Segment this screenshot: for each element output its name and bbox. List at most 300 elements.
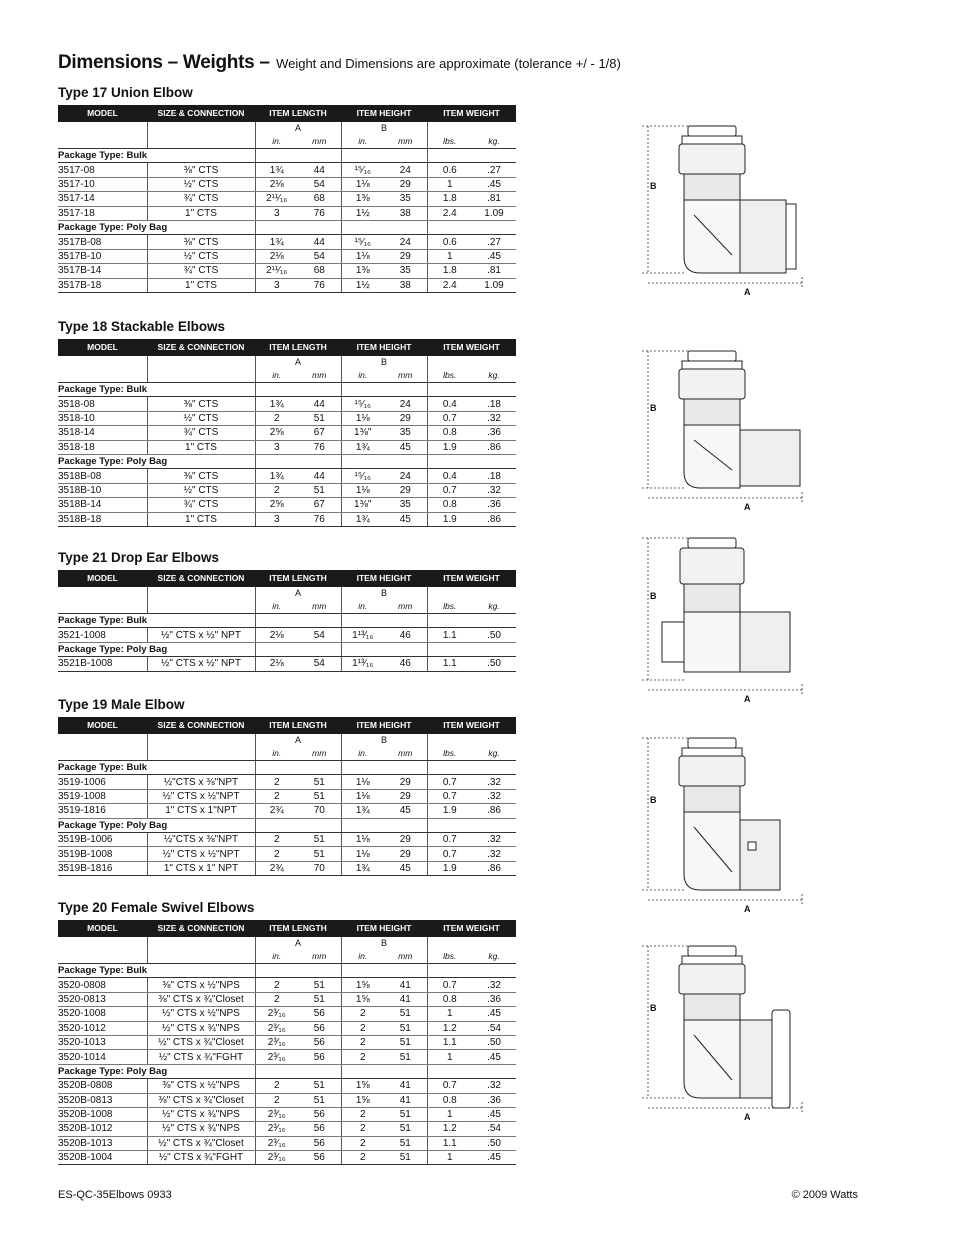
model-cell: 3517-10 [58, 177, 147, 191]
package-type-label: Package Type: Poly Bag [58, 220, 255, 234]
length-mm-cell: 44 [298, 397, 341, 411]
model-cell: 3520B-0808 [58, 1079, 147, 1093]
spec-section [58, 697, 516, 876]
section-title: Type 20 Female Swivel Elbows [58, 900, 255, 915]
weight-kg-cell: 1.09 [472, 278, 516, 292]
model-cell: 3519B-1006 [58, 832, 147, 846]
height-in-cell: 2 [341, 1107, 384, 1121]
length-mm-cell: 51 [298, 1079, 341, 1093]
model-cell: 3520B-0813 [58, 1093, 147, 1107]
weight-kg-cell: .27 [472, 235, 516, 249]
unit-label: kg. [472, 600, 516, 614]
height-in-cell: 2 [341, 1151, 384, 1165]
model-cell: 3520B-1008 [58, 1107, 147, 1121]
height-in-cell: 1⅛ [341, 177, 384, 191]
length-mm-cell: 56 [298, 1122, 341, 1136]
table-row [58, 992, 516, 1006]
weight-kg-cell: .32 [472, 789, 516, 803]
length-in-cell: 3 [255, 278, 298, 292]
table-row [58, 1093, 516, 1107]
weight-lbs-cell: 0.7 [427, 978, 472, 992]
length-in-cell: 2 [255, 1079, 298, 1093]
unit-label: in. [255, 135, 298, 149]
table-row [58, 1136, 516, 1150]
height-mm-cell: 41 [384, 1093, 427, 1107]
weight-lbs-cell: 1 [427, 1107, 472, 1121]
spec-table [58, 717, 516, 876]
weight-kg-cell: .36 [472, 426, 516, 440]
height-mm-cell: 35 [384, 192, 427, 206]
height-mm-cell: 29 [384, 847, 427, 861]
table-row [58, 426, 516, 440]
height-mm-cell: 29 [384, 775, 427, 789]
size-cell: ½" CTS x ½"NPS [147, 1007, 255, 1021]
size-cell: ½" CTS [147, 177, 255, 191]
length-in-cell: 1¾ [255, 163, 298, 177]
spec-table [58, 105, 516, 293]
length-mm-cell: 76 [298, 278, 341, 292]
height-mm-cell: 29 [384, 177, 427, 191]
height-in-cell: 1⅝ [341, 992, 384, 1006]
table-row [58, 411, 516, 425]
weight-kg-cell: .54 [472, 1021, 516, 1035]
weight-lbs-cell: 2.4 [427, 206, 472, 220]
model-cell: 3520B-1013 [58, 1136, 147, 1150]
unit-label: kg. [472, 950, 516, 964]
weight-lbs-cell: 1 [427, 1050, 472, 1064]
unit-label: in. [341, 600, 384, 614]
weight-lbs-cell: 0.8 [427, 498, 472, 512]
length-in-cell: 2 [255, 847, 298, 861]
size-cell: ⅜" CTS [147, 469, 255, 483]
table-row [58, 177, 516, 191]
page-header [58, 52, 621, 74]
table-row [58, 1050, 516, 1064]
table-row [58, 163, 516, 177]
unit-label: kg. [472, 135, 516, 149]
size-cell: ½" CTS x ¾"FGHT [147, 1151, 255, 1165]
size-cell: ½" CTS x ¾"NPS [147, 1122, 255, 1136]
weight-header: ITEM WEIGHT [427, 105, 516, 122]
table-row [58, 789, 516, 803]
height-mm-cell: 41 [384, 978, 427, 992]
weight-kg-cell: .27 [472, 163, 516, 177]
length-mm-cell: 56 [298, 1035, 341, 1049]
unit-label: lbs. [427, 135, 472, 149]
length-in-cell: 2 [255, 978, 298, 992]
weight-kg-cell: .32 [472, 411, 516, 425]
height-mm-cell: 35 [384, 498, 427, 512]
size-cell: ⅜" CTS x ½"NPS [147, 1079, 255, 1093]
model-cell: 3520-0808 [58, 978, 147, 992]
fitting-outline [632, 120, 812, 295]
fitting-outline [632, 532, 812, 702]
height-in-cell: 1⅜" [341, 498, 384, 512]
table-row [58, 847, 516, 861]
height-mm-cell: 24 [384, 469, 427, 483]
unit-label: in. [341, 135, 384, 149]
model-cell: 3520-1008 [58, 1007, 147, 1021]
length-in-cell: 2¹¹⁄₁₆ [255, 264, 298, 278]
height-mm-cell: 41 [384, 1079, 427, 1093]
weight-lbs-cell: 0.8 [427, 992, 472, 1006]
table-row [58, 1122, 516, 1136]
height-mm-cell: 35 [384, 426, 427, 440]
package-type-label: Package Type: Bulk [58, 614, 255, 628]
model-cell: 3519B-1816 [58, 861, 147, 875]
weight-kg-cell: .86 [472, 804, 516, 818]
dimension-label-b: B [650, 403, 657, 413]
dimension-label-a: A [744, 904, 751, 914]
package-type-label: Package Type: Bulk [58, 149, 255, 163]
height-mm-cell: 29 [384, 411, 427, 425]
package-type-label: Package Type: Poly Bag [58, 1064, 255, 1078]
weight-kg-cell: .45 [472, 177, 516, 191]
model-cell: 3521B-1008 [58, 657, 147, 671]
height-header: ITEM HEIGHT [341, 570, 427, 587]
fitting-outline [632, 732, 812, 912]
dimension-label-b: B [650, 591, 657, 601]
model-cell: 3518B-14 [58, 498, 147, 512]
table-row [58, 512, 516, 526]
model-header: MODEL [58, 717, 147, 734]
size-cell: ½"CTS x ⅜"NPT [147, 775, 255, 789]
weight-kg-cell: .36 [472, 1093, 516, 1107]
drop-ear-elbow-drawing [632, 532, 812, 702]
weight-lbs-cell: 0.4 [427, 397, 472, 411]
size-header: SIZE & CONNECTION [147, 717, 255, 734]
unit-label: mm [298, 950, 341, 964]
table-row [58, 1107, 516, 1121]
unit-label: mm [298, 369, 341, 383]
model-header: MODEL [58, 570, 147, 587]
dimension-label-a: A [744, 287, 751, 297]
spec-table [58, 570, 516, 672]
size-cell: ⅜" CTS x ¾"Closet [147, 992, 255, 1006]
weight-lbs-cell: 1.9 [427, 440, 472, 454]
unit-label: kg. [472, 747, 516, 761]
table-row [58, 1079, 516, 1093]
size-cell: ⅜" CTS [147, 397, 255, 411]
weight-kg-cell: .45 [472, 249, 516, 263]
size-cell: ½" CTS x ½" NPT [147, 657, 255, 671]
weight-kg-cell: .32 [472, 775, 516, 789]
length-mm-cell: 51 [298, 978, 341, 992]
model-cell: 3518-14 [58, 426, 147, 440]
size-cell: ½" CTS x ¾"NPS [147, 1107, 255, 1121]
package-type-label: Package Type: Bulk [58, 761, 255, 775]
length-header: ITEM LENGTH [255, 717, 341, 734]
weight-kg-cell: .81 [472, 192, 516, 206]
weight-lbs-cell: 0.8 [427, 426, 472, 440]
weight-kg-cell: .18 [472, 469, 516, 483]
height-mm-cell: 46 [384, 657, 427, 671]
height-in-cell: 2 [341, 1122, 384, 1136]
unit-label: in. [341, 747, 384, 761]
weight-lbs-cell: 1.1 [427, 1035, 472, 1049]
dim-letter-b: B [341, 734, 427, 747]
length-in-cell: 2³⁄₁₆ [255, 1107, 298, 1121]
dimension-label-b: B [650, 181, 657, 191]
weight-kg-cell: .86 [472, 861, 516, 875]
height-mm-cell: 29 [384, 483, 427, 497]
weight-lbs-cell: 0.7 [427, 483, 472, 497]
length-header: ITEM LENGTH [255, 570, 341, 587]
length-header: ITEM LENGTH [255, 920, 341, 937]
model-cell: 3519-1006 [58, 775, 147, 789]
height-in-cell: 1⅛ [341, 847, 384, 861]
length-mm-cell: 54 [298, 657, 341, 671]
length-in-cell: 2⅝ [255, 498, 298, 512]
weight-lbs-cell: 1.2 [427, 1122, 472, 1136]
height-mm-cell: 51 [384, 1107, 427, 1121]
model-cell: 3517B-08 [58, 235, 147, 249]
unit-label: mm [384, 950, 427, 964]
length-in-cell: 1¾ [255, 235, 298, 249]
weight-lbs-cell: 1.2 [427, 1021, 472, 1035]
weight-kg-cell: .54 [472, 1122, 516, 1136]
package-type-label: Package Type: Poly Bag [58, 454, 255, 468]
unit-label: mm [384, 747, 427, 761]
weight-lbs-cell: 1 [427, 249, 472, 263]
length-in-cell: 2¹¹⁄₁₆ [255, 192, 298, 206]
dimension-label-a: A [744, 502, 751, 512]
size-cell: ½" CTS [147, 411, 255, 425]
table-row [58, 978, 516, 992]
table-row [58, 469, 516, 483]
dim-letter-b: B [341, 122, 427, 135]
height-mm-cell: 45 [384, 440, 427, 454]
length-in-cell: 3 [255, 440, 298, 454]
length-mm-cell: 76 [298, 206, 341, 220]
size-cell: ½" CTS x ¾"FGHT [147, 1050, 255, 1064]
model-cell: 3518B-08 [58, 469, 147, 483]
length-mm-cell: 56 [298, 1107, 341, 1121]
height-in-cell: 1⅛ [341, 789, 384, 803]
length-mm-cell: 56 [298, 1136, 341, 1150]
unit-label: mm [384, 600, 427, 614]
table-row [58, 192, 516, 206]
height-mm-cell: 24 [384, 235, 427, 249]
spec-section [58, 900, 516, 1165]
height-mm-cell: 45 [384, 512, 427, 526]
fitting-outline [632, 345, 812, 510]
size-cell: 1" CTS [147, 512, 255, 526]
length-mm-cell: 76 [298, 512, 341, 526]
table-row [58, 804, 516, 818]
length-in-cell: 2³⁄₁₆ [255, 1136, 298, 1150]
unit-label: lbs. [427, 369, 472, 383]
size-header: SIZE & CONNECTION [147, 105, 255, 122]
size-cell: 1" CTS [147, 278, 255, 292]
height-header: ITEM HEIGHT [341, 105, 427, 122]
weight-kg-cell: .36 [472, 498, 516, 512]
table-row [58, 264, 516, 278]
height-in-cell: 2 [341, 1050, 384, 1064]
height-in-cell: 1¾ [341, 804, 384, 818]
weight-header: ITEM WEIGHT [427, 339, 516, 356]
table-row [58, 1021, 516, 1035]
table-row [58, 483, 516, 497]
height-mm-cell: 38 [384, 278, 427, 292]
height-mm-cell: 24 [384, 163, 427, 177]
spec-section [58, 550, 516, 672]
unit-label: lbs. [427, 747, 472, 761]
weight-kg-cell: .50 [472, 628, 516, 642]
weight-kg-cell: .45 [472, 1107, 516, 1121]
weight-lbs-cell: 1.1 [427, 1136, 472, 1150]
length-mm-cell: 51 [298, 1093, 341, 1107]
height-in-cell: 1⅛ [341, 775, 384, 789]
height-in-cell: ¹⁵⁄₁₆ [341, 469, 384, 483]
male-elbow-drawing [632, 732, 812, 912]
weight-lbs-cell: 1.9 [427, 512, 472, 526]
weight-kg-cell: .50 [472, 1035, 516, 1049]
weight-header: ITEM WEIGHT [427, 570, 516, 587]
section-title: Type 18 Stackable Elbows [58, 319, 226, 334]
size-cell: ½" CTS x ¾"NPS [147, 1021, 255, 1035]
union-elbow-drawing [632, 120, 812, 295]
length-in-cell: 2³⁄₁₆ [255, 1122, 298, 1136]
dim-letter-a: A [255, 937, 341, 950]
length-in-cell: 3 [255, 206, 298, 220]
weight-kg-cell: .50 [472, 1136, 516, 1150]
weight-kg-cell: .32 [472, 847, 516, 861]
weight-kg-cell: .45 [472, 1151, 516, 1165]
size-cell: ½" CTS [147, 249, 255, 263]
table-row [58, 249, 516, 263]
height-mm-cell: 51 [384, 1050, 427, 1064]
table-row [58, 657, 516, 671]
size-header: SIZE & CONNECTION [147, 339, 255, 356]
model-cell: 3517-08 [58, 163, 147, 177]
height-mm-cell: 29 [384, 249, 427, 263]
dim-letter-a: A [255, 587, 341, 600]
height-in-cell: 2 [341, 1007, 384, 1021]
size-cell: ½" CTS x ½"NPT [147, 847, 255, 861]
length-in-cell: 2⅝ [255, 426, 298, 440]
length-mm-cell: 44 [298, 163, 341, 177]
height-in-cell: 1⅛ [341, 411, 384, 425]
weight-lbs-cell: 0.4 [427, 469, 472, 483]
model-cell: 3520-0813 [58, 992, 147, 1006]
height-in-cell: 1⅛ [341, 832, 384, 846]
dimension-label-b: B [650, 1003, 657, 1013]
height-in-cell: 1½ [341, 278, 384, 292]
length-mm-cell: 56 [298, 1007, 341, 1021]
model-cell: 3517B-10 [58, 249, 147, 263]
height-in-cell: 1¹³⁄₁₆ [341, 628, 384, 642]
model-cell: 3521-1008 [58, 628, 147, 642]
size-cell: ¾" CTS [147, 498, 255, 512]
length-in-cell: 2 [255, 1093, 298, 1107]
weight-kg-cell: .50 [472, 657, 516, 671]
unit-label: in. [341, 950, 384, 964]
dimension-label-b: B [650, 795, 657, 805]
size-cell: 1" CTS [147, 440, 255, 454]
weight-lbs-cell: 1.9 [427, 861, 472, 875]
unit-label: mm [384, 135, 427, 149]
model-cell: 3517-18 [58, 206, 147, 220]
unit-label: kg. [472, 369, 516, 383]
footer-copyright: © 2009 Watts [791, 1189, 858, 1201]
height-in-cell: 1⅝ [341, 1093, 384, 1107]
weight-lbs-cell: 1.1 [427, 628, 472, 642]
size-cell: ⅜" CTS [147, 163, 255, 177]
unit-label: in. [255, 950, 298, 964]
model-cell: 3518-08 [58, 397, 147, 411]
page-subtitle: Weight and Dimensions are approximate (tolerance +/ - 1/8) [276, 56, 621, 71]
model-cell: 3518B-18 [58, 512, 147, 526]
length-mm-cell: 76 [298, 440, 341, 454]
height-in-cell: 1¾ [341, 440, 384, 454]
length-mm-cell: 51 [298, 483, 341, 497]
package-type-label: Package Type: Bulk [58, 964, 255, 978]
weight-lbs-cell: 0.8 [427, 1093, 472, 1107]
height-mm-cell: 45 [384, 804, 427, 818]
length-in-cell: 2⅛ [255, 657, 298, 671]
length-in-cell: 2 [255, 775, 298, 789]
weight-kg-cell: .45 [472, 1007, 516, 1021]
table-row [58, 235, 516, 249]
unit-label: mm [298, 747, 341, 761]
spec-section [58, 319, 516, 527]
length-in-cell: 2 [255, 789, 298, 803]
height-in-cell: 2 [341, 1035, 384, 1049]
size-cell: ¾" CTS [147, 192, 255, 206]
weight-lbs-cell: 0.6 [427, 235, 472, 249]
package-type-label: Package Type: Poly Bag [58, 642, 255, 656]
height-header: ITEM HEIGHT [341, 339, 427, 356]
model-cell: 3517B-18 [58, 278, 147, 292]
model-cell: 3520B-1004 [58, 1151, 147, 1165]
weight-lbs-cell: 1 [427, 177, 472, 191]
height-in-cell: 1⅜ [341, 264, 384, 278]
size-header: SIZE & CONNECTION [147, 570, 255, 587]
model-cell: 3520-1013 [58, 1035, 147, 1049]
unit-label: in. [341, 369, 384, 383]
length-in-cell: 2¾ [255, 861, 298, 875]
unit-label: mm [298, 135, 341, 149]
length-in-cell: 2³⁄₁₆ [255, 1007, 298, 1021]
fitting-outline [632, 940, 812, 1120]
height-mm-cell: 41 [384, 992, 427, 1006]
weight-lbs-cell: 0.7 [427, 832, 472, 846]
length-in-cell: 2 [255, 483, 298, 497]
model-cell: 3519-1008 [58, 789, 147, 803]
length-in-cell: 3 [255, 512, 298, 526]
table-row [58, 1035, 516, 1049]
size-cell: 1" CTS [147, 206, 255, 220]
height-in-cell: ¹⁵⁄₁₆ [341, 235, 384, 249]
length-in-cell: 2⅛ [255, 628, 298, 642]
height-mm-cell: 51 [384, 1151, 427, 1165]
length-mm-cell: 44 [298, 235, 341, 249]
weight-kg-cell: .18 [472, 397, 516, 411]
model-cell: 3518-18 [58, 440, 147, 454]
weight-lbs-cell: 1 [427, 1007, 472, 1021]
height-in-cell: 1⅝ [341, 1079, 384, 1093]
weight-lbs-cell: 0.6 [427, 163, 472, 177]
unit-label: mm [298, 600, 341, 614]
unit-label: lbs. [427, 600, 472, 614]
weight-lbs-cell: 1.9 [427, 804, 472, 818]
length-mm-cell: 67 [298, 426, 341, 440]
height-mm-cell: 51 [384, 1007, 427, 1021]
size-cell: ½" CTS x ½"NPT [147, 789, 255, 803]
unit-label: in. [255, 600, 298, 614]
length-mm-cell: 51 [298, 847, 341, 861]
